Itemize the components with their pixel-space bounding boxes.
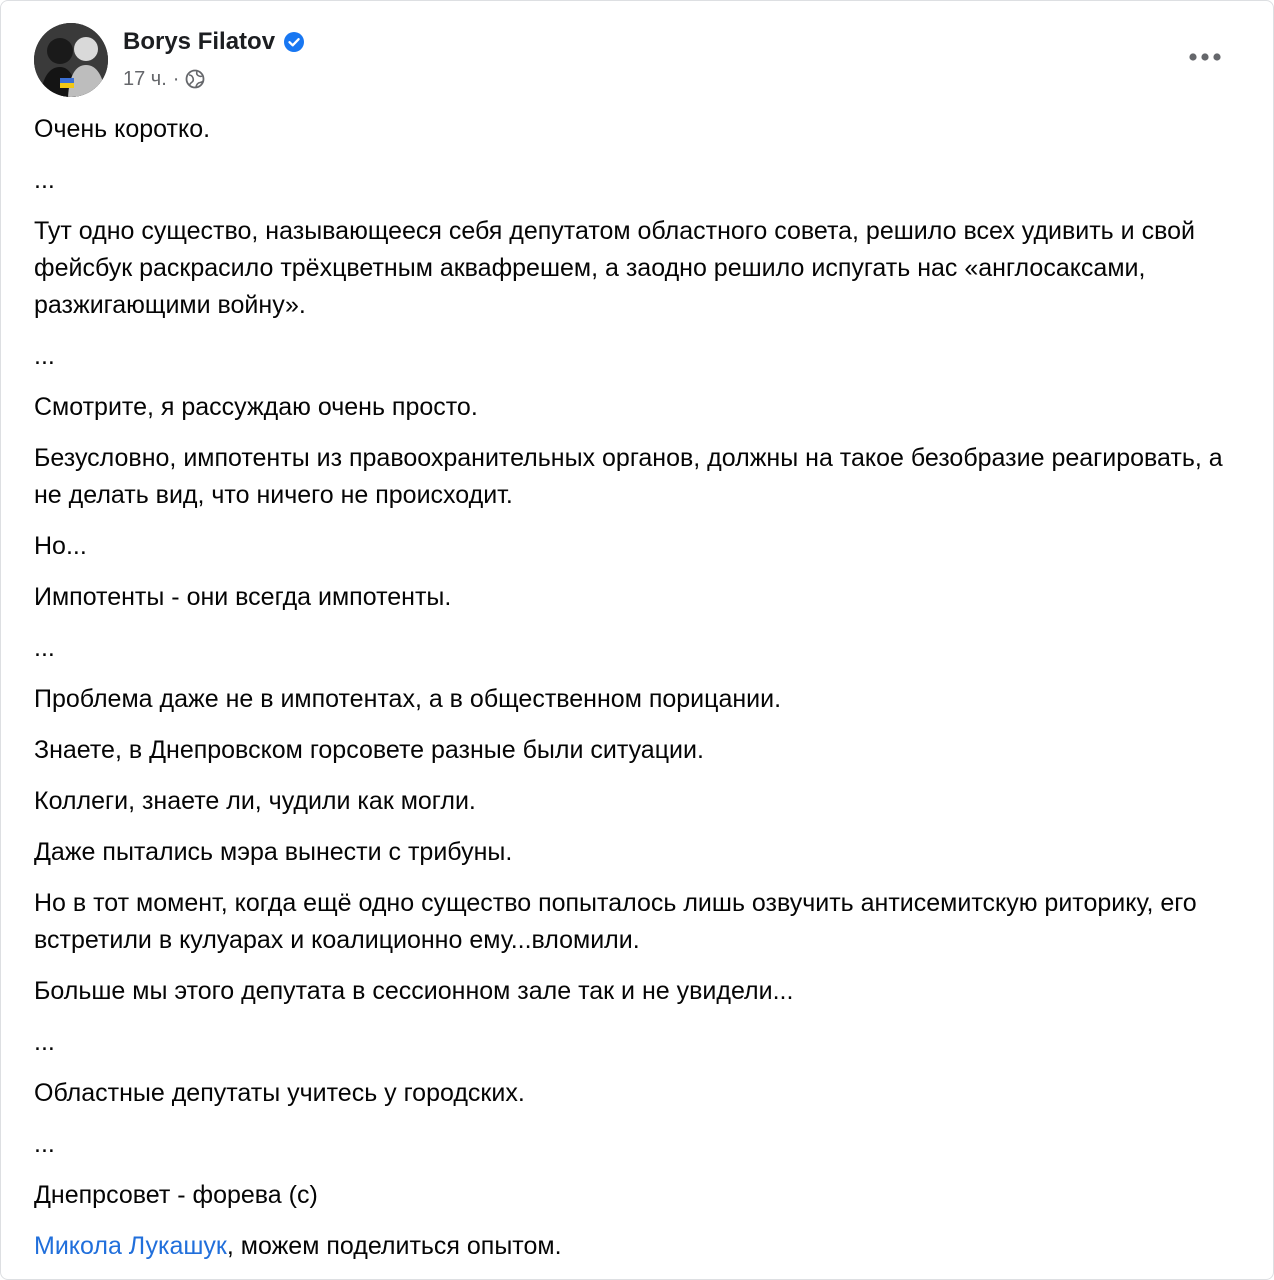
author-name-row <box>123 27 305 57</box>
post-meta <box>123 65 205 93</box>
post-paragraph: Коллеги, знаете ли, чудили как могли. <box>34 787 476 815</box>
post-last-paragraph <box>34 1228 1243 1265</box>
post-paragraph: Тут одно существо, называющееся себя депутатом областного совета, решило всех удивить и свой фейсбук раскрасило трёхцветным аквафрешем, а заодно решило испугать нас «англосаксами, разжигающими войну». <box>34 217 1195 319</box>
post-paragraph: ... <box>34 1130 55 1158</box>
post-paragraph: Даже пытались мэра вынести с трибуны. <box>34 838 513 866</box>
post-paragraph: Проблема даже не в импотентах, а в общественном порицании. <box>34 685 782 713</box>
more-options-button[interactable] <box>1183 39 1227 75</box>
post-paragraph: Очень коротко. <box>34 115 211 143</box>
post-paragraph: Но... <box>34 532 87 560</box>
more-horizontal-icon <box>1188 52 1222 62</box>
avatar-photo <box>34 23 108 97</box>
post-text <box>34 111 1243 1279</box>
mention-link[interactable]: Микола Лукашук <box>34 1232 227 1260</box>
post-paragraph: Больше мы этого депутата в сессионном зале так и не увидели... <box>34 977 794 1005</box>
post-paragraph: Импотенты - они всегда импотенты. <box>34 583 452 611</box>
post-paragraph: ... <box>34 342 55 370</box>
post-header <box>34 23 1233 101</box>
post-paragraph: Смотрите, я рассуждаю очень просто. <box>34 393 478 421</box>
post-paragraph: Знаете, в Днепровском горсовете разные были ситуации. <box>34 736 704 764</box>
post-paragraph: ... <box>34 1028 55 1056</box>
post-paragraph: Но в тот момент, когда ещё одно существо попыталось лишь озвучить антисемитскую риторику, его встретили в кулуарах и коалиционно ему...вломили. <box>34 889 1197 954</box>
verified-badge-icon <box>283 31 305 53</box>
author-name[interactable]: Borys Filatov <box>123 28 276 55</box>
post-paragraph: Днепрсовет - форева (с) <box>34 1181 318 1209</box>
post-paragraph: Безусловно, импотенты из правоохранительных органов, должны на такое безобразие реагировать, а не делать вид, что ничего не происходит. <box>34 444 1223 509</box>
mention-followup-text: , можем поделиться опытом. <box>226 1232 562 1260</box>
post-paragraph: ... <box>34 166 55 194</box>
post-paragraph: ... <box>34 634 55 662</box>
meta-separator: · <box>172 68 180 90</box>
post-timestamp[interactable]: 17 ч. <box>123 68 167 90</box>
globe-icon[interactable] <box>185 69 205 89</box>
post-paragraph: Областные депутаты учитесь у городских. <box>34 1079 525 1107</box>
author-avatar[interactable] <box>34 23 108 97</box>
